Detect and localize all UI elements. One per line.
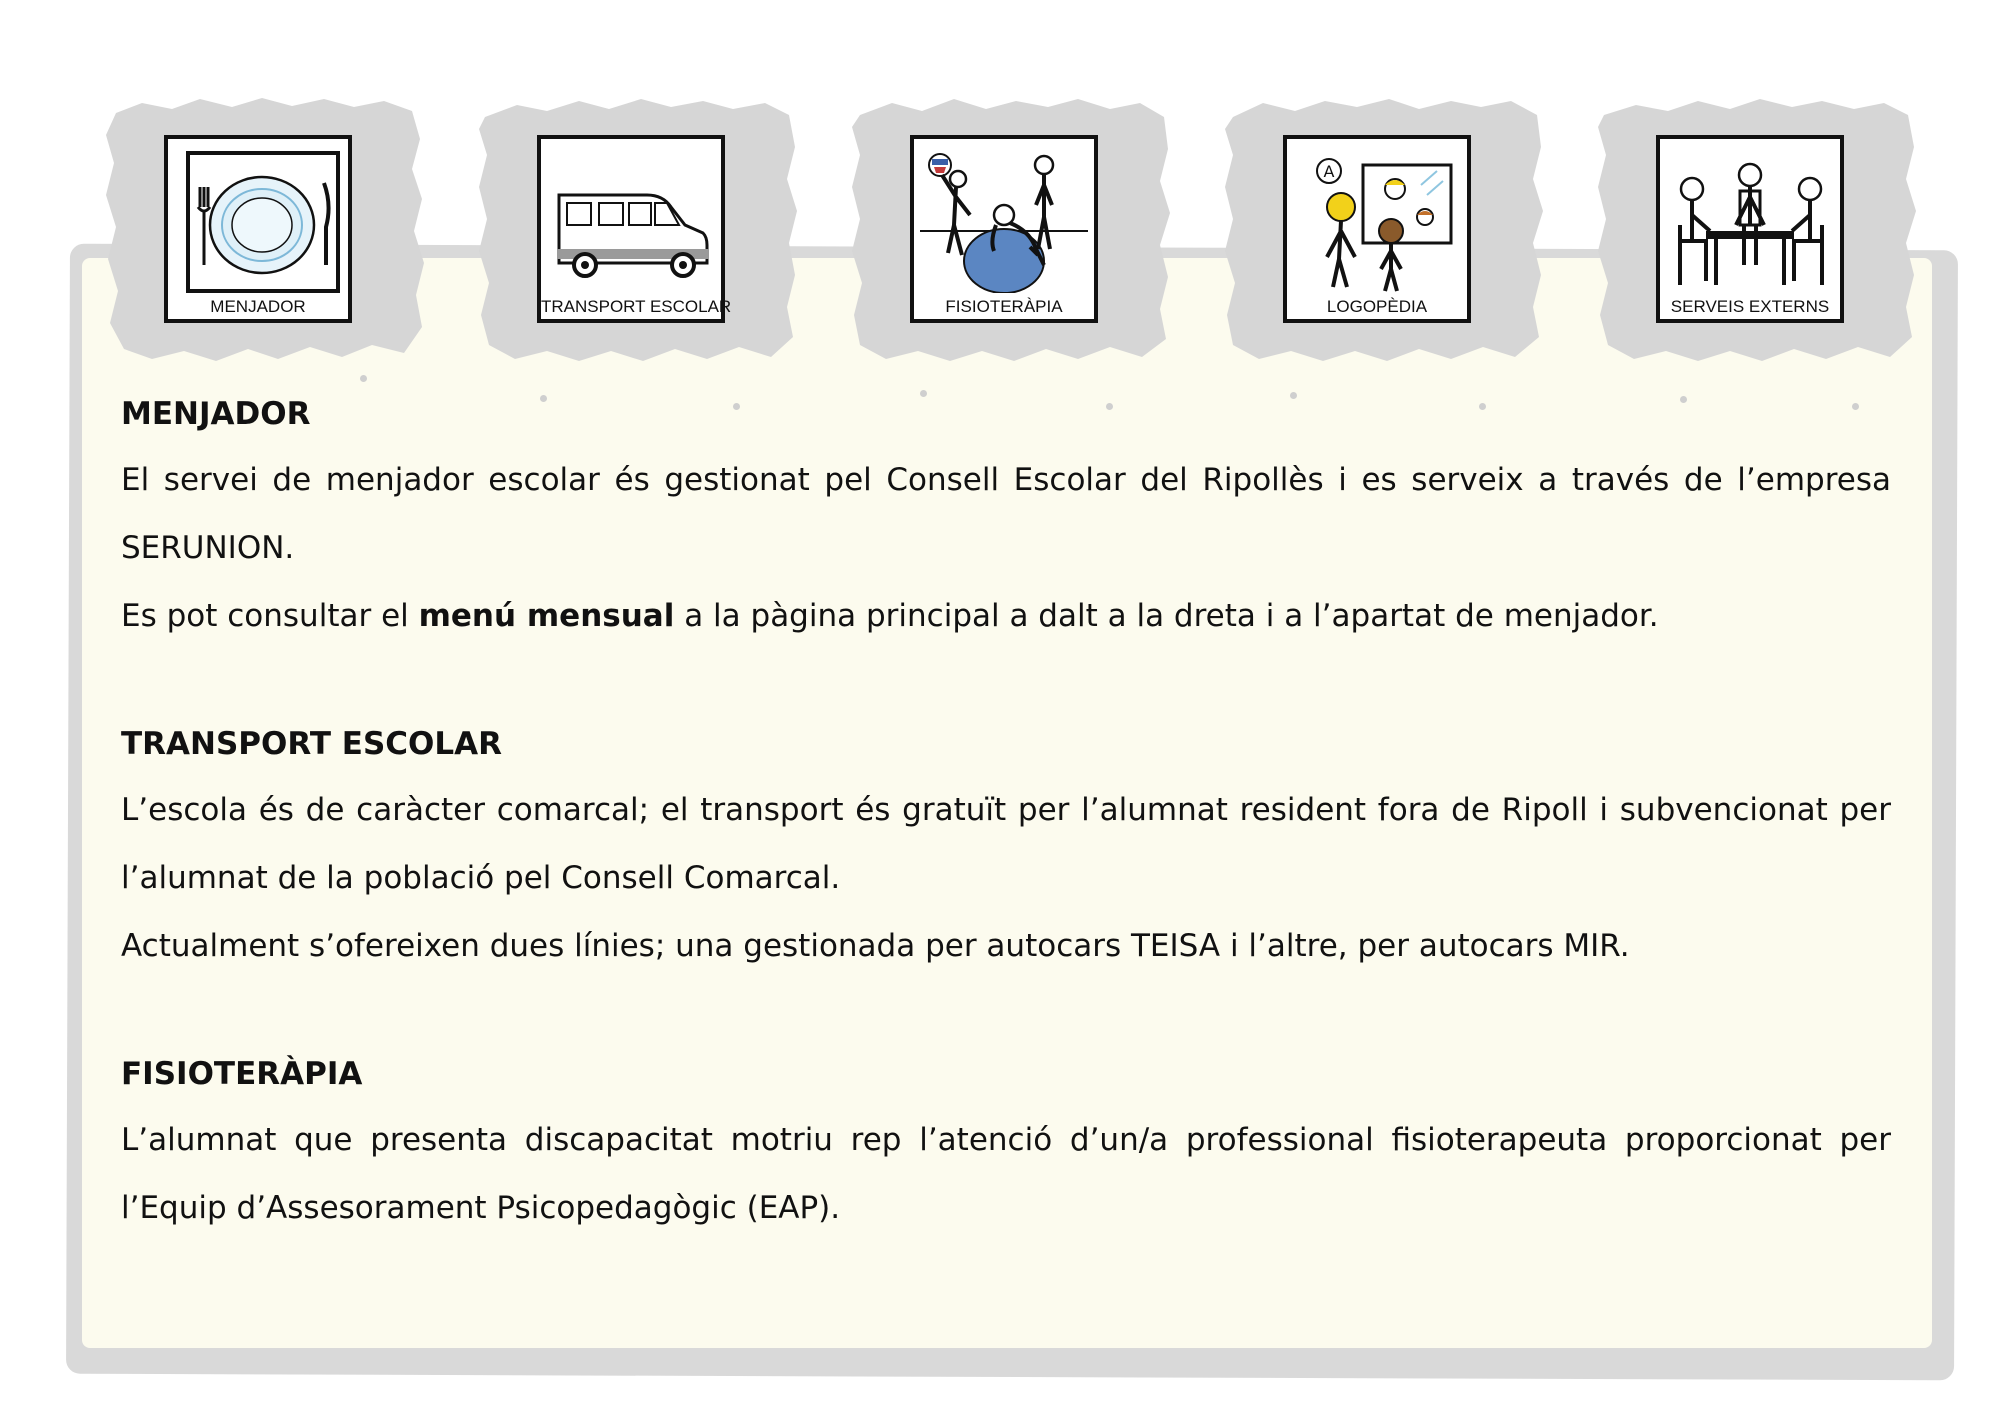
pictogram-row — [0, 0, 2000, 420]
pictogram-tab-fisio — [848, 95, 1173, 365]
pictogram-tab-logo — [1221, 95, 1546, 365]
section-transport — [121, 718, 1891, 980]
physiotherapy-ball-icon — [920, 145, 1088, 293]
plate-cutlery-icon — [174, 145, 342, 293]
section-title: FISIOTERÀPIA — [121, 1056, 363, 1092]
pictogram-card — [537, 135, 732, 323]
section-paragraph: L’escola és de caràcter comarcal; el transport és gratuït per l’alumnat resident fora de Ripoll i subvencionat per l’alumnat de la població pel Consell Comarcal. — [121, 792, 1891, 896]
section-paragraph: El servei de menjador escolar és gestionat pel Consell Escolar del Ripollès i es serveix a través de l’empresa SERUNION. — [121, 462, 1891, 566]
van-icon — [547, 145, 715, 293]
pictogram-card — [910, 135, 1098, 323]
section-title: MENJADOR — [121, 396, 311, 432]
pictogram-caption: LOGOPÈDIA — [1326, 297, 1428, 316]
speech-therapy-mirror-icon — [1293, 145, 1461, 293]
pictogram-tab-menjador — [102, 95, 427, 365]
section-fisioterapia — [121, 1048, 1891, 1242]
section-menjador — [121, 388, 1891, 650]
section-paragraph: Actualment s’ofereixen dues línies; una gestionada per autocars TEISA i l’altre, per autocars MIR. — [121, 928, 1630, 964]
pictogram-caption: TRANSPORT ESCOLAR — [541, 297, 732, 316]
svg-text:A: A — [1323, 162, 1335, 181]
pictogram-tab-externs — [1594, 95, 1919, 365]
pictogram-caption: MENJADOR — [210, 297, 306, 316]
bold-text-run: menú mensual — [418, 598, 675, 634]
section-paragraph — [121, 582, 1891, 650]
pictogram-tab-transport — [475, 95, 800, 365]
section-title: TRANSPORT ESCOLAR — [121, 726, 502, 762]
document-body — [121, 388, 1891, 1310]
text-run: a la pàgina principal a dalt a la dreta i a l’apartat de menjador. — [674, 598, 1659, 634]
meeting-table-icon — [1666, 145, 1834, 293]
pictogram-caption: SERVEIS EXTERNS — [1670, 297, 1830, 316]
text-run: Es pot consultar el — [121, 598, 419, 634]
pictogram-card — [1283, 135, 1471, 323]
pictogram-caption: FISIOTERÀPIA — [945, 297, 1063, 316]
section-paragraph: L’alumnat que presenta discapacitat motriu rep l’atenció d’un/a professional fisioterapeuta proporcionat per l’Equip d’Assesorament Psicopedagògic (EAP). — [121, 1122, 1891, 1226]
pictogram-card — [164, 135, 352, 323]
pictogram-card — [1656, 135, 1844, 323]
